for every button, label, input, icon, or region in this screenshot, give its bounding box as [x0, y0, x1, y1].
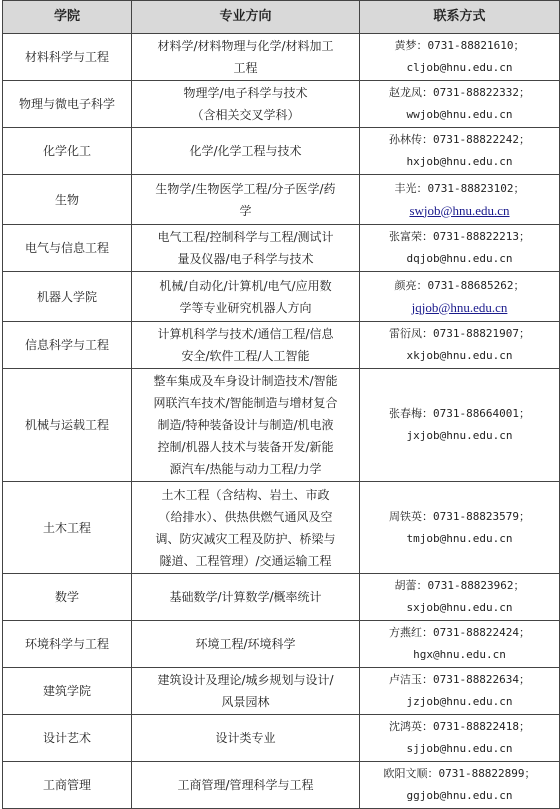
contact-email: xkjob@hnu.edu.cn	[406, 349, 513, 362]
major-line: 制造/特种装备设计与制造/机电液	[157, 418, 334, 432]
major-line: 学	[239, 203, 252, 218]
school-cell: 信息科学与工程	[3, 322, 132, 369]
table-row	[3, 621, 560, 668]
contact-phone: 欧阳文顺：0731-88822899；	[383, 767, 536, 780]
contact-phone: 胡蕾：0731-88823962；	[394, 579, 525, 592]
contact-phone: 丰光：0731-88823102；	[394, 181, 525, 195]
contact-phone: 卢洁玉：0731-88822634；	[388, 673, 531, 686]
major-cell	[132, 128, 360, 175]
table-row	[3, 175, 560, 225]
contact-phone: 张富荣：0731-88822213；	[388, 230, 531, 243]
school-cell: 环境科学与工程	[3, 621, 132, 668]
contact-email: sxjob@hnu.edu.cn	[406, 601, 513, 614]
contact-email: jxjob@hnu.edu.cn	[406, 429, 513, 442]
contact-cell	[360, 762, 560, 809]
table-row	[3, 482, 560, 574]
table-row	[3, 272, 560, 322]
contact-phone: 赵龙凤：0731-88822332；	[388, 86, 531, 99]
major-cell	[132, 369, 360, 482]
contact-cell	[360, 668, 560, 715]
table-row	[3, 81, 560, 128]
contact-cell	[360, 175, 560, 225]
contact-email: cljob@hnu.edu.cn	[406, 61, 513, 74]
contact-phone: 张春梅：0731-88664001；	[388, 407, 531, 420]
school-cell: 数学	[3, 574, 132, 621]
major-cell	[132, 482, 360, 574]
major-line: 材料学/材料物理与化学/材料加工	[157, 39, 334, 53]
school-cell: 电气与信息工程	[3, 225, 132, 272]
header-major: 专业方向	[132, 1, 360, 34]
contact-phone: 周铁英：0731-88823579；	[388, 509, 531, 523]
major-cell	[132, 715, 360, 762]
major-line: 工程	[233, 61, 258, 75]
contact-phone: 孙林传：0731-88822242；	[388, 133, 531, 146]
school-cell: 生物	[3, 175, 132, 225]
contact-cell	[360, 272, 560, 322]
major-line: 源汽车/热能与动力工程/力学	[169, 462, 322, 476]
school-cell: 材料科学与工程	[3, 34, 132, 81]
major-line: 整车集成及车身设计制造技术/智能	[153, 374, 338, 388]
header-school: 学院	[3, 1, 132, 34]
table-row	[3, 128, 560, 175]
table-row	[3, 762, 560, 809]
contact-email: ggjob@hnu.edu.cn	[406, 789, 513, 802]
contact-email: dqjob@hnu.edu.cn	[406, 252, 513, 265]
school-cell: 设计艺术	[3, 715, 132, 762]
major-line: 安全/软件工程/人工智能	[181, 349, 310, 363]
major-cell	[132, 322, 360, 369]
major-line: 机械/自动化/计算机/电气/应用数	[159, 278, 332, 293]
contact-email-link[interactable]: jqjob@hnu.edu.cn	[411, 299, 508, 315]
major-cell	[132, 621, 360, 668]
major-cell	[132, 81, 360, 128]
contact-email: sjjob@hnu.edu.cn	[406, 742, 513, 755]
school-cell: 机械与运载工程	[3, 369, 132, 482]
major-line: 电气工程/控制科学与工程/测试计	[157, 230, 334, 244]
contact-email: tmjob@hnu.edu.cn	[406, 531, 513, 545]
table-row	[3, 369, 560, 482]
major-line: 网联汽车技术/智能制造与增材复合	[153, 396, 338, 410]
contact-cell	[360, 574, 560, 621]
contact-email: wwjob@hnu.edu.cn	[406, 108, 513, 121]
table-body	[3, 34, 560, 809]
contact-phone: 雷衍凤：0731-88821907；	[388, 327, 531, 340]
major-line: 土木工程（含结构、岩土、市政	[161, 487, 330, 502]
major-cell	[132, 272, 360, 322]
contact-email: hgx@hnu.edu.cn	[413, 648, 506, 661]
major-cell	[132, 175, 360, 225]
major-line: 学等专业研究机器人方向	[179, 300, 312, 315]
contact-cell	[360, 34, 560, 81]
contact-phone: 方燕红：0731-88822424；	[388, 626, 531, 639]
contact-email: jzjob@hnu.edu.cn	[406, 695, 513, 708]
school-cell: 机器人学院	[3, 272, 132, 322]
major-line: 化学/化学工程与技术	[189, 144, 302, 158]
table-row	[3, 225, 560, 272]
contact-cell	[360, 128, 560, 175]
contact-phone: 颜亮：0731-88685262；	[394, 278, 525, 292]
school-cell: 物理与微电子科学	[3, 81, 132, 128]
school-cell: 化学化工	[3, 128, 132, 175]
major-cell	[132, 668, 360, 715]
table-row	[3, 34, 560, 81]
contact-cell	[360, 81, 560, 128]
contact-email-link[interactable]: swjob@hnu.edu.cn	[409, 202, 510, 218]
major-cell	[132, 574, 360, 621]
contact-email: hxjob@hnu.edu.cn	[406, 155, 513, 168]
major-cell	[132, 225, 360, 272]
major-line: （含相关交叉学科）	[191, 108, 300, 122]
contact-cell	[360, 715, 560, 762]
major-line: 控制/机器人技术与装备开发/新能	[157, 440, 334, 454]
table-row	[3, 715, 560, 762]
school-cell: 土木工程	[3, 482, 132, 574]
table-row	[3, 322, 560, 369]
major-line: 计算机科学与技术/通信工程/信息	[157, 327, 334, 341]
table-row	[3, 668, 560, 715]
major-line: 工商管理/管理科学与工程	[177, 778, 314, 792]
table-header-row	[3, 1, 560, 34]
major-line: 设计类专业	[215, 731, 276, 745]
major-cell	[132, 34, 360, 81]
contact-phone: 黄梦：0731-88821610；	[394, 39, 525, 52]
major-line: 量及仪器/电子科学与技术	[177, 252, 314, 266]
contact-phone: 沈鸿英：0731-88822418；	[388, 720, 531, 733]
contact-cell	[360, 369, 560, 482]
major-line: 建筑设计及理论/城乡规划与设计/	[157, 673, 334, 687]
school-cell: 工商管理	[3, 762, 132, 809]
major-line: 隧道、工程管理）/交通运输工程	[159, 553, 332, 568]
major-line: （给排水）、供热供燃气通风及空	[158, 509, 333, 524]
major-line: 基础数学/计算数学/概率统计	[169, 590, 322, 604]
major-line: 风景园林	[221, 695, 270, 709]
contact-cell	[360, 225, 560, 272]
major-cell	[132, 762, 360, 809]
contact-cell	[360, 621, 560, 668]
contact-cell	[360, 322, 560, 369]
major-line: 生物学/生物医学工程/分子医学/药	[155, 181, 336, 196]
recruitment-contact-table	[2, 0, 560, 809]
major-line: 调、防灾减灾工程及防护、桥梁与	[155, 531, 336, 546]
school-cell: 建筑学院	[3, 668, 132, 715]
contact-cell	[360, 482, 560, 574]
major-line: 环境工程/环境科学	[195, 637, 296, 651]
header-contact: 联系方式	[360, 1, 560, 34]
major-line: 物理学/电子科学与技术	[183, 86, 308, 100]
table-row	[3, 574, 560, 621]
